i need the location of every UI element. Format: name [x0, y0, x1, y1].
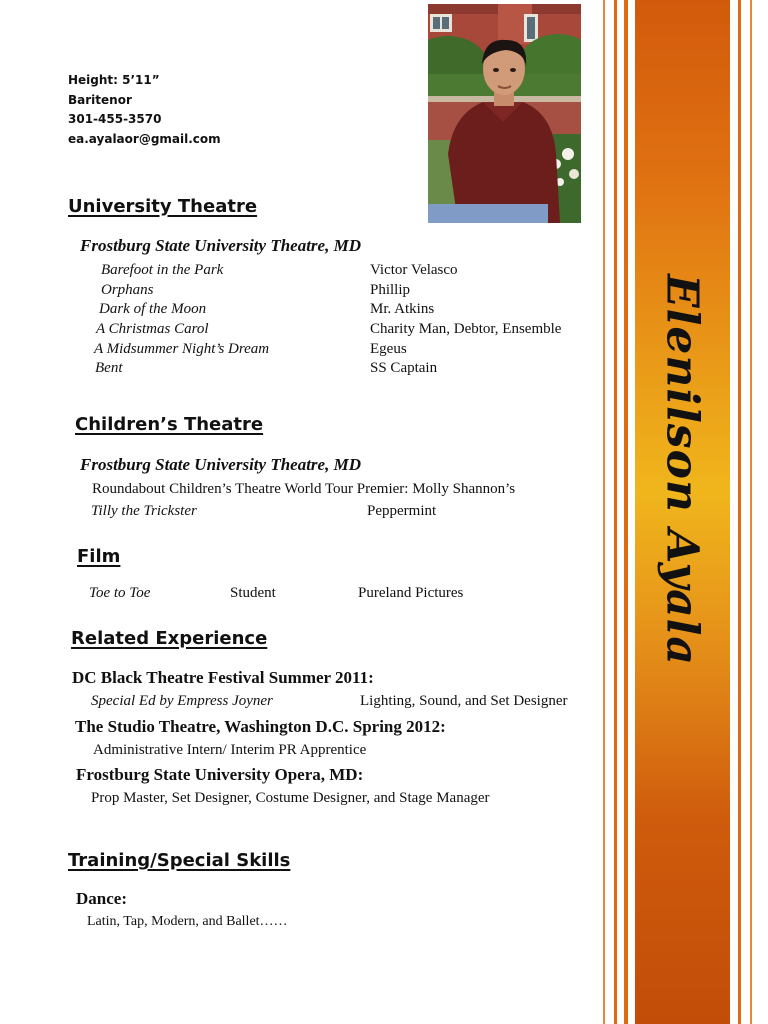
- contact-height: Height: 5’11”: [68, 73, 160, 87]
- contact-voice-type: Baritenor: [68, 93, 132, 107]
- section-heading-training: Training/Special Skills: [68, 850, 291, 871]
- related-org-fsu-opera: Frostburg State University Opera, MD:: [76, 765, 364, 784]
- credit-show: Orphans: [101, 282, 154, 298]
- headshot-photo: [428, 4, 581, 223]
- childrens-role: Peppermint: [367, 503, 437, 519]
- contact-phone: 301-455-3570: [68, 112, 162, 126]
- credit-role: Phillip: [370, 282, 411, 298]
- candidate-name: Elenilson Ayala: [656, 274, 708, 666]
- related-role: Prop Master, Set Designer, Costume Designer, and Stage Manager: [91, 790, 490, 806]
- university-venue: Frostburg State University Theatre, MD: [80, 236, 361, 255]
- credit-role: Egeus: [370, 341, 407, 357]
- related-role: Administrative Intern/ Interim PR Apprentice: [93, 742, 367, 758]
- credit-role: SS Captain: [370, 360, 438, 376]
- training-detail: Latin, Tap, Modern, and Ballet……: [87, 914, 288, 929]
- decorative-stripe: [738, 0, 741, 1024]
- related-org-dc-black-theatre: DC Black Theatre Festival Summer 2011:: [72, 668, 374, 687]
- credit-role: Charity Man, Debtor, Ensemble: [370, 321, 562, 337]
- credit-show: Barefoot in the Park: [101, 262, 224, 278]
- section-heading-university-theatre: University Theatre: [68, 196, 258, 217]
- credit-show: A Christmas Carol: [96, 321, 209, 337]
- section-heading-film: Film: [77, 546, 121, 567]
- decorative-stripe: [603, 0, 605, 1024]
- contact-email: ea.ayalaor@gmail.com: [68, 132, 221, 146]
- credit-show: Bent: [95, 360, 123, 376]
- childrens-show: Tilly the Trickster: [91, 503, 197, 519]
- credit-role: Mr. Atkins: [370, 301, 435, 317]
- credit-show: A Midsummer Night’s Dream: [94, 341, 270, 357]
- film-company: Pureland Pictures: [358, 585, 464, 601]
- training-category: Dance:: [76, 889, 127, 908]
- decorative-stripe: [624, 0, 628, 1024]
- childrens-production: Roundabout Children’s Theatre World Tour Premier: Molly Shannon’s: [92, 481, 516, 497]
- film-title: Toe to Toe: [89, 585, 151, 601]
- section-heading-related-experience: Related Experience: [71, 628, 268, 649]
- related-show: Special Ed by Empress Joyner: [91, 693, 273, 709]
- credit-show: Dark of the Moon: [99, 301, 207, 317]
- section-heading-childrens-theatre: Children’s Theatre: [75, 414, 264, 435]
- film-role: Student: [230, 585, 276, 601]
- related-role: Lighting, Sound, and Set Designer: [360, 693, 568, 709]
- credit-role: Victor Velasco: [370, 262, 458, 278]
- related-org-studio-theatre: The Studio Theatre, Washington D.C. Spring 2012:: [75, 717, 446, 736]
- childrens-venue: Frostburg State University Theatre, MD: [80, 455, 361, 474]
- decorative-stripe: [750, 0, 752, 1024]
- decorative-stripe: [614, 0, 617, 1024]
